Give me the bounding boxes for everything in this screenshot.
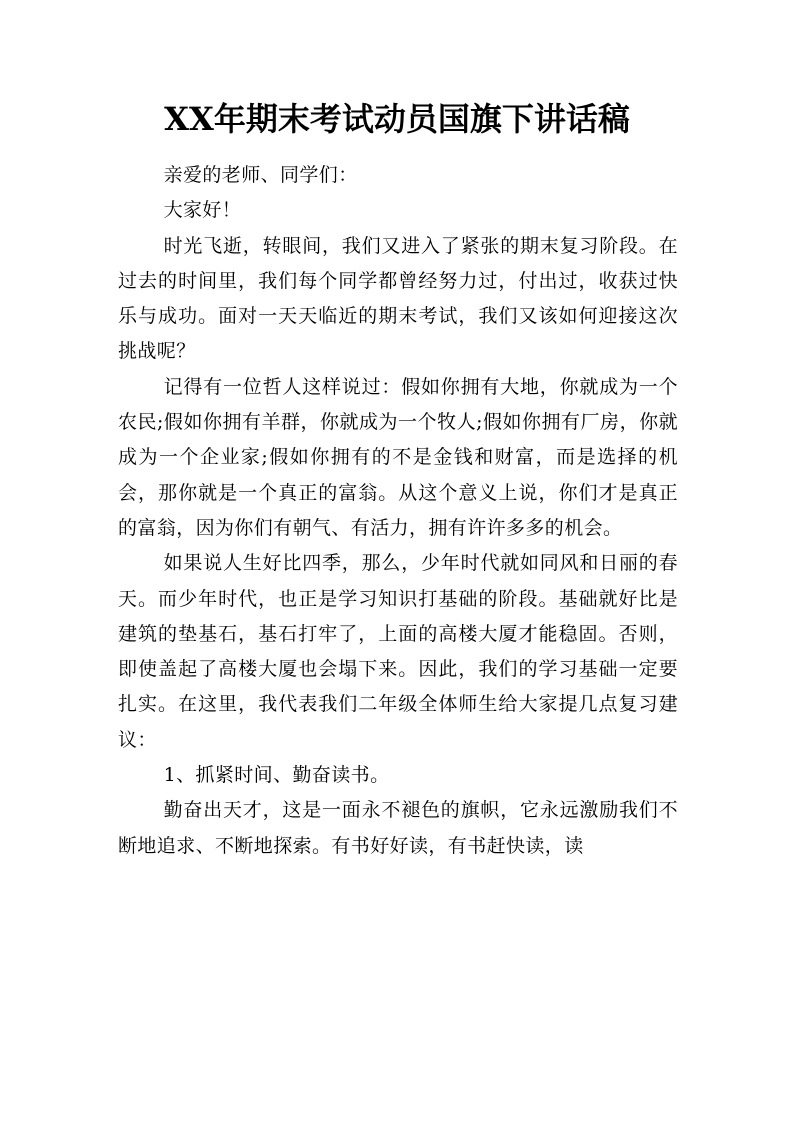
body-paragraph: 勤奋出天才，这是一面永不褪色的旗帜，它永远激励我们不断地追求、不断地探索。有书好好读，有书赶快读，读 — [118, 799, 678, 857]
section-heading: 1、抓紧时间、勤奋读书。 — [163, 764, 390, 787]
greeting-paragraph: 亲爱的老师、同学们： — [163, 164, 358, 186]
document-title: XX年期末考试动员国旗下讲话稿 — [164, 100, 630, 138]
body-paragraph: 记得有一位哲人这样说过：假如你拥有大地，你就成为一个农民;假如你拥有羊群，你就成为一个牧人;假如你拥有厂房，你就成为一个企业家;假如你拥有的不是金钱和财富，而是选择的机会，那你就是一个真正的富翁。从这个意义上说，你们才是真正的富翁，因为你们有朝气、有活力，拥有许许多多的机会。 — [118, 375, 678, 539]
salutation-paragraph: 大家好！ — [163, 199, 242, 222]
body-paragraph: 时光飞逝，转眼间，我们又进入了紧张的期末复习阶段。在过去的时间里，我们每个同学都曾经努力过，付出过，收获过快乐与成功。面对一天天临近的期末考试，我们又该如何迎接这次挑战呢？ — [118, 234, 678, 363]
document-body — [118, 158, 678, 864]
body-paragraph: 如果说人生好比四季，那么，少年时代就如同风和日丽的春天。而少年时代，也正是学习知识打基础的阶段。基础就好比是建筑的垫基石，基石打牢了，上面的高楼大厦才能稳固。否则，即使盖起了高楼大厦也会塌下来。因此，我们的学习基础一定要扎实。在这里，我代表我们二年级全体师生给大家提几点复习建议： — [118, 552, 678, 751]
